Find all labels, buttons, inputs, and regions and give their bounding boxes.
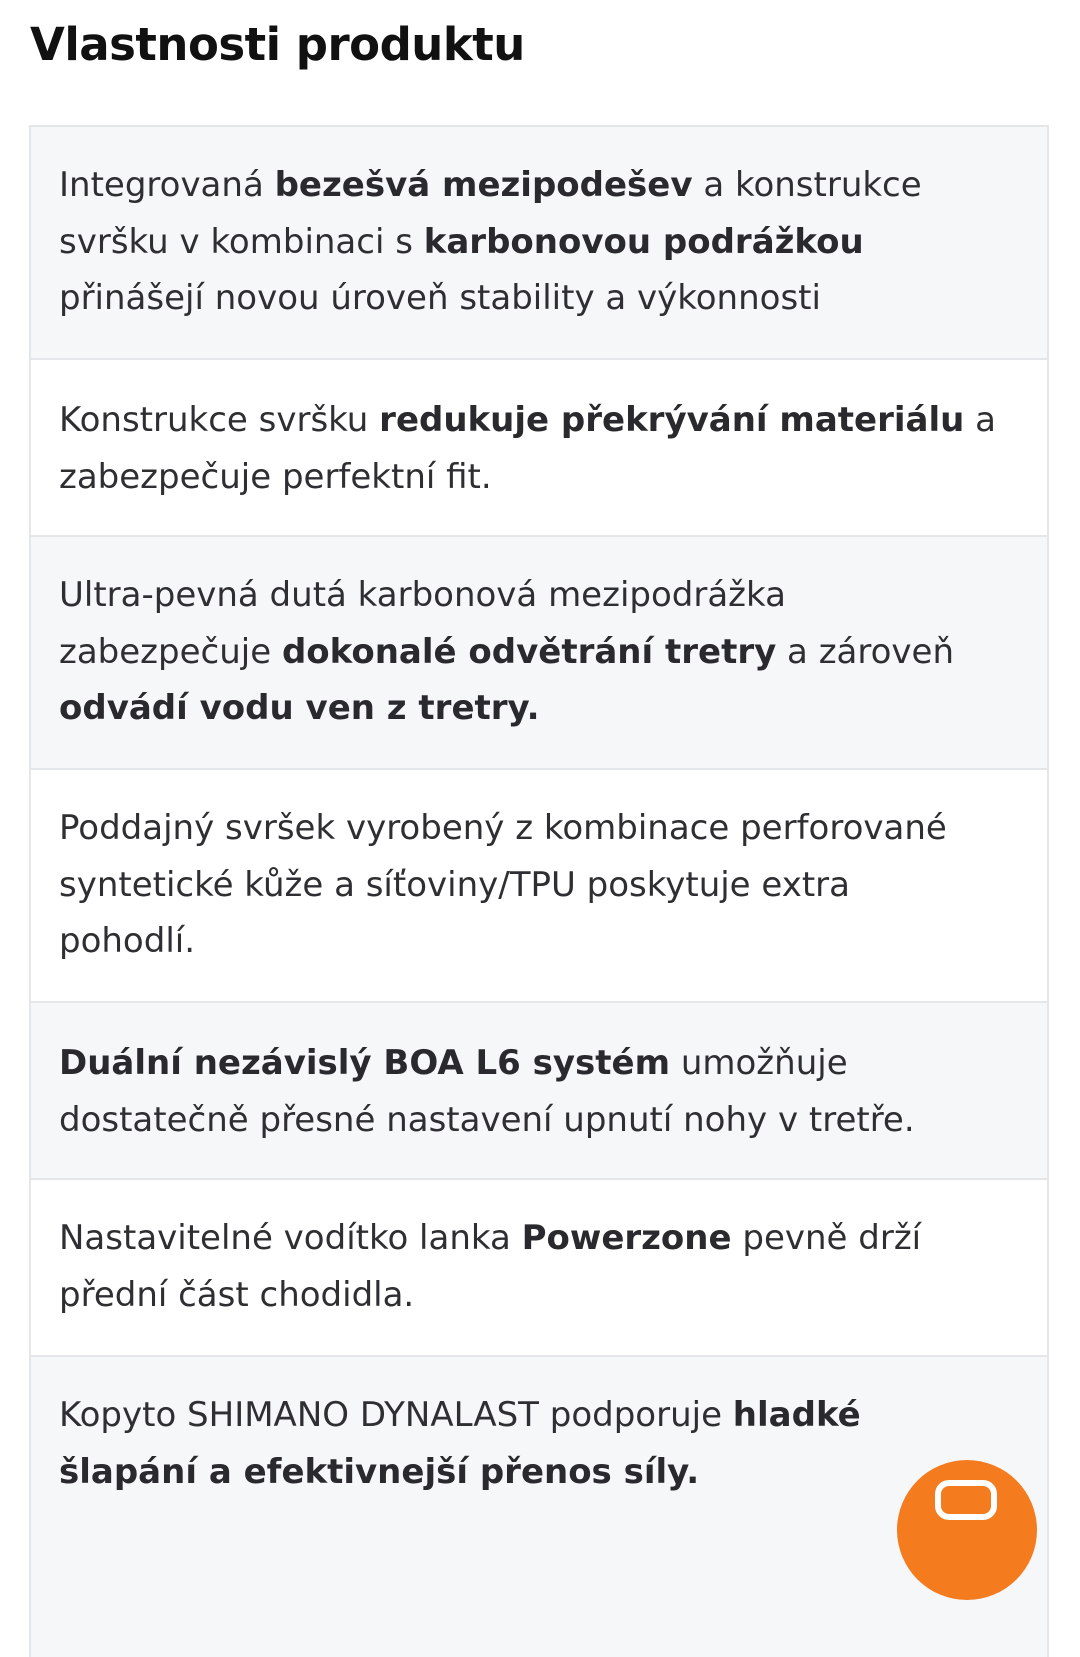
feature-line: odvádí vodu ven z tretry. <box>59 688 540 728</box>
features-table <box>29 125 1049 1657</box>
feature-line: Duální nezávislý BOA L6 systém umožňuje <box>59 1043 848 1083</box>
feature-row <box>31 537 1047 770</box>
feature-row <box>31 1180 1047 1357</box>
feature-row <box>31 127 1047 360</box>
page-title: Vlastnosti produktu <box>30 18 525 71</box>
feature-line: pohodlí. <box>59 921 196 961</box>
feature-row <box>31 1357 1047 1657</box>
feature-line: Konstrukce svršku redukuje překrývání materiálu a <box>59 400 996 440</box>
feature-line: zabezpečuje perfektní fit. <box>59 456 492 497</box>
feature-line: přinášejí novou úroveň stability a výkonnosti <box>59 278 821 318</box>
feature-line: dostatečně přesné nastavení upnutí nohy v tretře. <box>59 1099 915 1140</box>
feature-row <box>31 770 1047 1003</box>
chat-icon <box>935 1480 997 1520</box>
feature-line: Integrovaná bezešvá mezipodešev a konstrukce <box>59 165 922 205</box>
feature-line: přední část chodidla. <box>59 1274 415 1315</box>
feature-line: Ultra-pevná dutá karbonová mezipodrážka <box>59 575 786 615</box>
chat-button[interactable] <box>897 1460 1037 1600</box>
feature-line: Nastavitelné vodítko lanka Powerzone pevně drží <box>59 1218 922 1258</box>
feature-line: svršku v kombinaci s karbonovou podrážkou <box>59 221 864 262</box>
feature-line: syntetické kůže a síťoviny/TPU poskytuje extra <box>59 864 850 905</box>
feature-line: Poddajný svršek vyrobený z kombinace perforované <box>59 808 947 848</box>
feature-row <box>31 1003 1047 1180</box>
feature-row <box>31 360 1047 537</box>
feature-line: zabezpečuje dokonalé odvětrání tretry a zároveň <box>59 631 955 672</box>
feature-line: Kopyto SHIMANO DYNALAST podporuje hladké <box>59 1395 861 1435</box>
feature-line: šlapání a efektivnejší přenos síly. <box>59 1451 700 1492</box>
